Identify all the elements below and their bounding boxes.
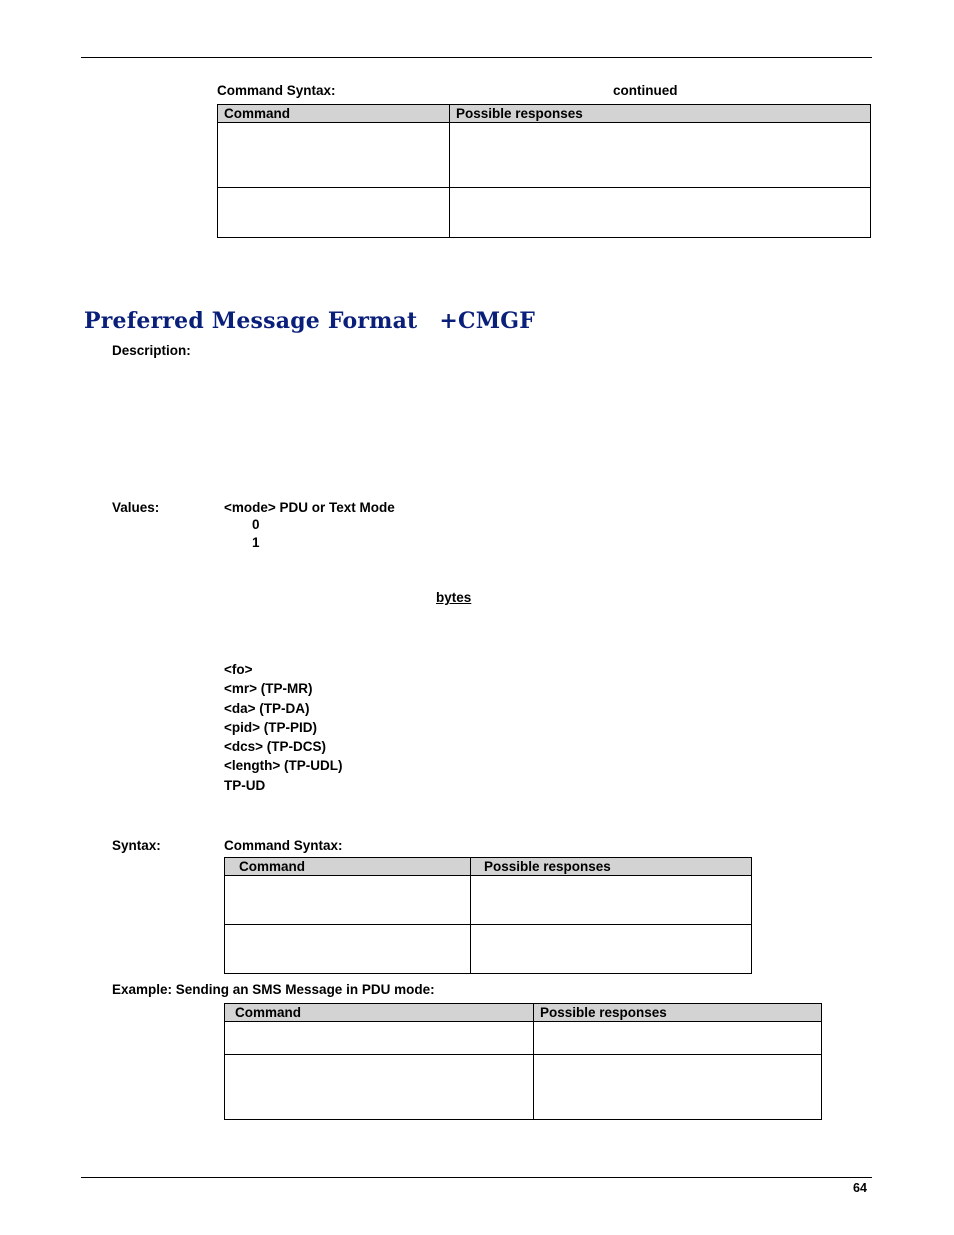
- syntax-caption: Command Syntax:: [224, 838, 343, 853]
- mode-heading: <mode> PDU or Text Mode: [224, 500, 395, 515]
- top-table-continued: continued: [613, 83, 678, 98]
- field-fo: <fo>: [224, 662, 253, 677]
- table-cell: [218, 123, 450, 188]
- table-row: [218, 123, 871, 188]
- table-cell: [225, 925, 471, 974]
- table-cell: [450, 123, 871, 188]
- example-command-table: [224, 1003, 822, 1120]
- table-row: [225, 1022, 822, 1055]
- table-cell: [471, 925, 752, 974]
- field-pid: <pid> (TP-PID): [224, 720, 318, 735]
- column-header-command: Command: [225, 1004, 534, 1022]
- bytes-text: bytes: [436, 590, 472, 605]
- field-length: <length> (TP-UDL): [224, 758, 343, 773]
- table-row: [225, 876, 752, 925]
- table-cell: [471, 876, 752, 925]
- table-cell: [450, 188, 871, 238]
- table-cell: [534, 1055, 822, 1120]
- footer-rule: [81, 1177, 872, 1178]
- column-header-responses: Possible responses: [471, 858, 752, 876]
- field-dcs: <dcs> (TP-DCS): [224, 739, 327, 754]
- syntax-label: Syntax:: [112, 838, 161, 853]
- section-title: [84, 308, 535, 334]
- header-rule: [81, 57, 872, 58]
- field-tp-ud: TP-UD: [224, 778, 266, 793]
- table-cell: [225, 1022, 534, 1055]
- column-header-command: Command: [218, 105, 450, 123]
- field-mr: <mr> (TP-MR): [224, 681, 313, 696]
- description-label: Description:: [112, 343, 191, 358]
- field-da: <da> (TP-DA): [224, 701, 310, 716]
- example-label: Example: Sending an SMS Message in PDU mode:: [112, 982, 435, 997]
- column-header-responses: Possible responses: [534, 1004, 822, 1022]
- section-command: +CMGF: [439, 308, 536, 334]
- mode-option-0: 0: [252, 517, 260, 532]
- table-header-row: [225, 858, 752, 876]
- values-label: Values:: [112, 500, 160, 515]
- column-header-responses: Possible responses: [450, 105, 871, 123]
- table-row: [218, 188, 871, 238]
- table-cell: [225, 876, 471, 925]
- table-cell: [534, 1022, 822, 1055]
- table-cell: [225, 1055, 534, 1120]
- table-header-row: [218, 105, 871, 123]
- table-row: [225, 925, 752, 974]
- top-command-table: [217, 104, 871, 238]
- mode-option-1: 1: [252, 535, 260, 550]
- page-number: 64: [853, 1181, 867, 1195]
- syntax-command-table: [224, 857, 752, 974]
- table-row: [225, 1055, 822, 1120]
- top-table-caption: Command Syntax:: [217, 83, 336, 98]
- table-cell: [218, 188, 450, 238]
- column-header-command: Command: [225, 858, 471, 876]
- table-header-row: [225, 1004, 822, 1022]
- section-title-text: Preferred Message Format: [84, 308, 418, 334]
